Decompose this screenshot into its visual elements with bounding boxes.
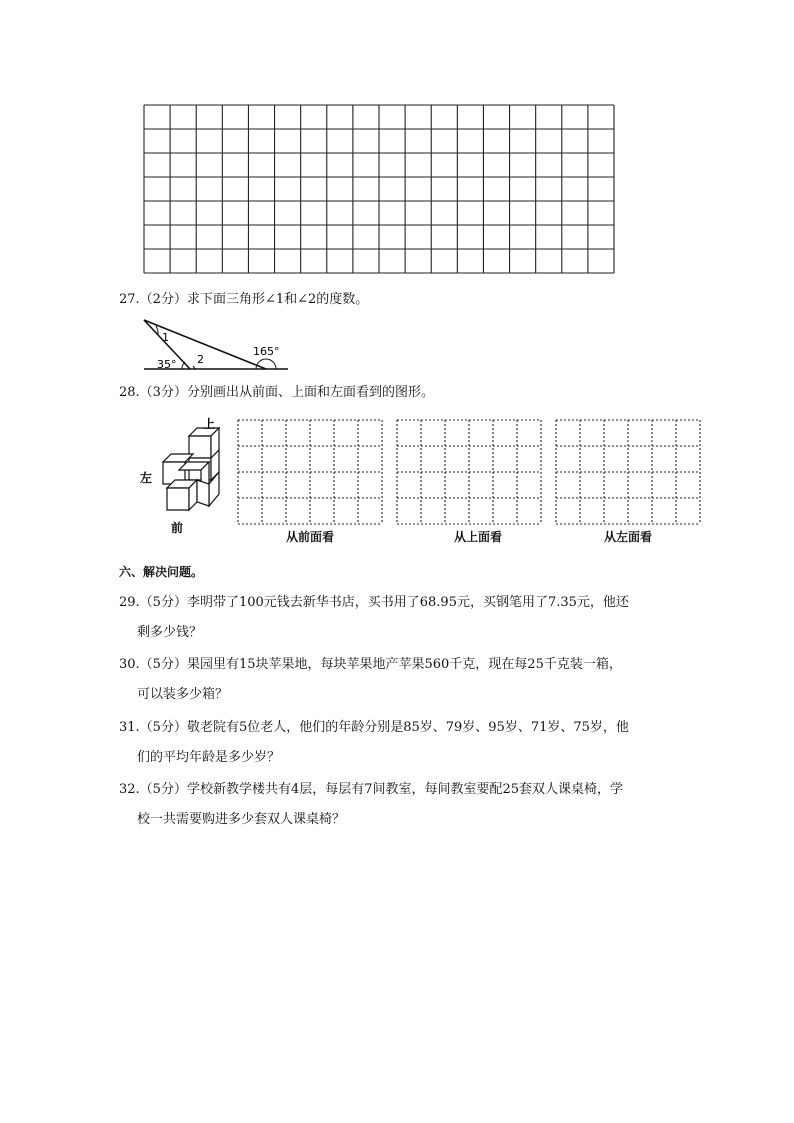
caption-left-view: 从左面看 [603,530,652,544]
question-30-line1: 30.（5分）果园里有15块苹果地，每块苹果地产苹果560千克，现在每25千克装一箱， [119,657,622,672]
cube-face [167,488,189,510]
cube-stack-figure [138,414,228,539]
cube-face [197,480,209,506]
question-29-line1: 29.（5分）李明带了100元钱去新华书店，买书用了68.95元，买钢笔用了7.35元，他还 [119,595,629,610]
question-29-line2: 剩多少钱？ [137,625,203,640]
label-left: 左 [140,471,153,485]
question-28-text: 28.（3分）分别画出从前面、上面和左面看到的图形。 [119,385,434,400]
grid-left-view [555,419,701,525]
angle-35-label: 35° [157,358,177,371]
angle-1-label: 1 [162,331,169,344]
answer-grid-large [143,104,615,276]
question-32-line1: 32.（5分）学校新教学楼共有4层，每层有7间教室，每间教室要配25套双人课桌椅，学 [119,782,624,797]
angle-165-label: 165° [253,345,280,358]
section-6-title: 六、解决问题。 [119,565,204,579]
question-31-line1: 31.（5分）敬老院有5位老人，他们的年龄分别是85岁、79岁、95岁、71岁、75岁，他 [119,720,629,735]
caption-front-view: 从前面看 [285,530,334,544]
angle-35-arc [182,362,185,369]
question-30-line2: 可以装多少箱？ [137,687,229,702]
question-32-line2: 校一共需要购进多少套双人课桌椅？ [137,812,346,827]
grid-front-view [237,419,383,525]
question-31-line2: 们的平均年龄是多少岁？ [137,750,281,765]
caption-top-view: 从上面看 [453,530,502,544]
angle-165-arc [256,359,276,369]
angle-2-label: 2 [197,353,204,366]
label-top: 上 [203,417,216,431]
label-front: 前 [171,521,184,535]
triangle-figure [140,314,290,374]
question-27-text: 27.（2分）求下面三角形∠1和∠2的度数。 [119,292,369,307]
grid-top-view [396,419,542,525]
